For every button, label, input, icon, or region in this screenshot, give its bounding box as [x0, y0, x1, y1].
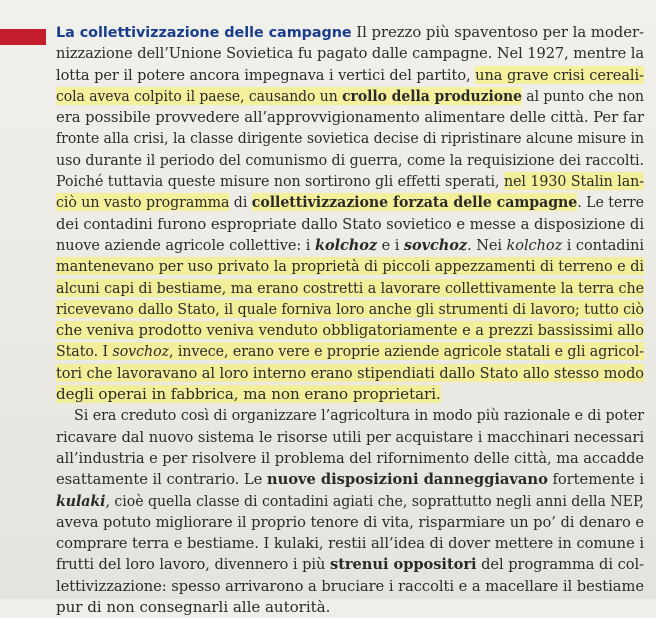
text-line: ciò un vasto programma di collettivizzazione forzata delle campagne. Le terre	[56, 193, 644, 212]
text-line: kulaki, cioè quella classe di contadini agiati che, soprattutto negli anni della NEP,	[56, 491, 644, 510]
text-line	[56, 320, 644, 341]
highlighted-text: cola aveva colpito il paese, causando un	[56, 86, 343, 105]
bold-italic-term: kulaki	[56, 491, 106, 510]
highlighted-text: Stato. I	[56, 342, 113, 361]
text-line	[56, 256, 644, 277]
highlighted-text: tori che lavoravano al loro interno erano stipendiati dallo Stato allo stesso modo	[56, 363, 644, 382]
bold-italic-term: sovchoz	[403, 235, 468, 254]
text-line	[56, 299, 644, 320]
text-line: ricavare dal nuovo sistema le risorse utili per acquistare i macchinari necessari	[56, 427, 644, 446]
section-heading: La collettivizzazione delle campagne	[56, 24, 352, 41]
highlighted-text: una grave crisi cereali-	[475, 65, 644, 84]
highlighted-text: mantenevano per uso privato la proprietà di piccoli appezzamenti di terreno e di	[56, 257, 644, 276]
text-line: La collettivizzazione delle campagne Il prezzo più spaventoso per la moder-	[56, 23, 644, 41]
text-line: all’industria e per risolvere il problema del rifornimento delle città, ma accadde	[56, 448, 644, 467]
highlighted-text: ciò un vasto programma	[56, 193, 230, 212]
section-marker	[0, 29, 46, 45]
text-line: comprare terra e bestiame. I kulaki, restii all’idea di dover mettere in comune i	[56, 534, 644, 553]
italic-term: kolchoz	[506, 235, 563, 254]
text-line: nizzazione dell’Unione Sovietica fu pagato dalle campagne. Nel 1927, mentre la	[56, 44, 644, 63]
text-line	[56, 363, 644, 384]
text-line: aveva potuto migliorare il proprio tenore di vita, risparmiare un po’ di denaro e	[56, 512, 644, 531]
bold-term: crollo della produzione	[342, 86, 522, 105]
text-line: uso durante il periodo del comunismo di guerra, come la requisizione dei raccolti.	[56, 150, 644, 169]
highlighted-text: ricevevano dallo Stato, il quale forniva loro anche gli strumenti di lavoro; tutto ciò	[56, 299, 644, 318]
text-line: fronte alla crisi, la classe dirigente sovietica decise di ripristinare alcune misure in	[56, 129, 644, 148]
text-line: frutti del loro lavoro, divennero i più strenui oppositori del programma di col-	[56, 555, 644, 574]
text-line	[56, 384, 644, 405]
bold-term: nuove disposizioni danneggiavano	[266, 470, 548, 489]
italic-term: sovchoz	[112, 342, 169, 361]
highlighted-text: , invece, erano vere e proprie aziende agricole statali e gli agricol-	[168, 342, 644, 361]
bold-term: collettivizzazione forzata delle campagne	[251, 193, 578, 212]
text-line: dei contadini furono espropriate dallo Stato sovietico e messe a disposizione di	[56, 214, 644, 233]
bold-italic-term: kolchoz	[314, 235, 378, 254]
text-block	[56, 22, 644, 618]
text-line	[56, 278, 644, 299]
text-line: esattamente il contrario. Le nuove disposizioni danneggiavano fortemente i	[56, 470, 644, 489]
text-line: Poiché tuttavia queste misure non sortirono gli effetti sperati, nel 1930 Stalin lan-	[56, 172, 644, 191]
bold-term: strenui oppositori	[330, 555, 477, 574]
text-line: era possibile provvedere all’approvvigionamento alimentare delle città. Per far	[56, 108, 644, 127]
text-line: lettivizzazione: spesso arrivarono a bruciare i raccolti e a macellare il bestiame	[56, 576, 644, 595]
text-line	[56, 341, 644, 362]
highlighted-text: che veniva prodotto veniva venduto obbligatoriamente e a prezzi bassissimi allo	[56, 321, 644, 340]
text-line: pur di non consegnarli alle autorità.	[56, 598, 331, 617]
highlighted-text: alcuni capi di bestiame, ma erano costretti a lavorare collettivamente la terra che	[56, 278, 644, 297]
text-line: Si era creduto così di organizzare l’agricoltura in modo più razionale e di poter	[74, 406, 644, 425]
text-line: lotta per il potere ancora impegnava i vertici del partito, una grave crisi cereali-	[56, 65, 644, 84]
highlighted-text: nel 1930 Stalin lan-	[503, 172, 644, 191]
text-line: nuove aziende agricole collettive: i kolchoz e i sovchoz. Nei kolchoz i contadini	[56, 235, 644, 254]
highlighted-text: degli operai in fabbrica, ma non erano proprietari.	[56, 385, 441, 404]
text-line: cola aveva colpito il paese, causando un crollo della produzione al punto che non	[56, 86, 644, 105]
